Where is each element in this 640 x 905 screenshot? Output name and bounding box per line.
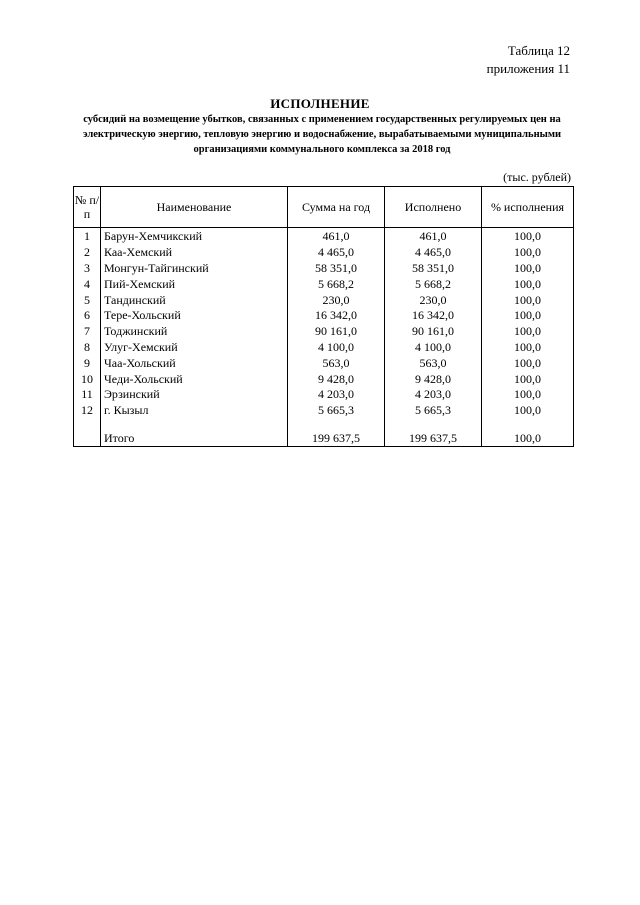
spacer-cell — [482, 419, 574, 429]
table-row — [74, 340, 574, 356]
execution-percent: 100,0 — [482, 403, 574, 419]
table-header-row — [74, 187, 574, 228]
executed-amount: 5 668,2 — [385, 276, 482, 292]
spacer-cell — [385, 419, 482, 429]
annual-sum: 4 100,0 — [288, 340, 385, 356]
column-header-name: Наименование — [101, 187, 288, 228]
spacer-cell — [101, 419, 288, 429]
executed-amount: 461,0 — [385, 228, 482, 245]
execution-percent: 100,0 — [482, 355, 574, 371]
row-number: 8 — [74, 340, 101, 356]
table-row — [74, 371, 574, 387]
district-name: Пий-Хемский — [101, 276, 288, 292]
column-header-number: № п/п — [74, 187, 101, 228]
table-row — [74, 324, 574, 340]
column-header-percent: % исполнения — [482, 187, 574, 228]
execution-percent: 100,0 — [482, 387, 574, 403]
table-row — [74, 387, 574, 403]
table-row — [74, 228, 574, 245]
execution-percent: 100,0 — [482, 228, 574, 245]
appendix-reference: приложения 11 — [486, 61, 570, 76]
district-name: Каа-Хемский — [101, 245, 288, 261]
annual-sum: 5 668,2 — [288, 276, 385, 292]
column-header-executed: Исполнено — [385, 187, 482, 228]
district-name: Монгун-Тайгинский — [101, 261, 288, 277]
district-name: Чеди-Хольский — [101, 371, 288, 387]
executed-amount: 9 428,0 — [385, 371, 482, 387]
row-number: 1 — [74, 228, 101, 245]
district-name: Улуг-Хемский — [101, 340, 288, 356]
row-number: 4 — [74, 276, 101, 292]
spacer-cell — [288, 419, 385, 429]
district-name: Тандинский — [101, 292, 288, 308]
document-title: ИСПОЛНЕНИЕ — [270, 96, 370, 111]
execution-percent: 100,0 — [482, 308, 574, 324]
annual-sum: 563,0 — [288, 355, 385, 371]
annual-sum: 230,0 — [288, 292, 385, 308]
annual-sum: 90 161,0 — [288, 324, 385, 340]
district-name: Тере-Хольский — [101, 308, 288, 324]
total-number-cell — [74, 429, 101, 447]
executed-amount: 16 342,0 — [385, 308, 482, 324]
table-row — [74, 355, 574, 371]
executed-amount: 4 465,0 — [385, 245, 482, 261]
table-total-row — [74, 429, 574, 447]
table-row — [74, 292, 574, 308]
annual-sum: 9 428,0 — [288, 371, 385, 387]
table-spacer-row — [74, 419, 574, 429]
table-row — [74, 308, 574, 324]
column-header-annual-sum: Сумма на год — [288, 187, 385, 228]
execution-percent: 100,0 — [482, 371, 574, 387]
row-number: 6 — [74, 308, 101, 324]
spacer-cell — [74, 419, 101, 429]
executed-amount: 4 100,0 — [385, 340, 482, 356]
execution-percent: 100,0 — [482, 245, 574, 261]
annual-sum: 5 665,3 — [288, 403, 385, 419]
row-number: 5 — [74, 292, 101, 308]
row-number: 3 — [74, 261, 101, 277]
execution-percent: 100,0 — [482, 292, 574, 308]
execution-percent: 100,0 — [482, 324, 574, 340]
subsidy-execution-table — [73, 186, 574, 447]
total-executed-amount: 199 637,5 — [385, 429, 482, 447]
district-name: г. Кызыл — [101, 403, 288, 419]
units-note: (тыс. рублей) — [503, 170, 571, 184]
execution-percent: 100,0 — [482, 261, 574, 277]
executed-amount: 230,0 — [385, 292, 482, 308]
district-name: Барун-Хемчикский — [101, 228, 288, 245]
table-row — [74, 261, 574, 277]
document-subtitle: субсидий на возмещение убытков, связанных с применением государственных регулируемых цен на электрическую энергию, тепловую энергию и водоснабжение, вырабатываемыми муниципальными организациями коммунального комплекса за 2018 год — [82, 114, 562, 155]
annual-sum: 461,0 — [288, 228, 385, 245]
table-row — [74, 276, 574, 292]
row-number: 7 — [74, 324, 101, 340]
annual-sum: 4 203,0 — [288, 387, 385, 403]
execution-percent: 100,0 — [482, 276, 574, 292]
execution-percent: 100,0 — [482, 340, 574, 356]
row-number: 10 — [74, 371, 101, 387]
executed-amount: 58 351,0 — [385, 261, 482, 277]
district-name: Тоджинский — [101, 324, 288, 340]
executed-amount: 5 665,3 — [385, 403, 482, 419]
district-name: Чаа-Хольский — [101, 355, 288, 371]
annual-sum: 16 342,0 — [288, 308, 385, 324]
table-row — [74, 245, 574, 261]
row-number: 11 — [74, 387, 101, 403]
table-row — [74, 403, 574, 419]
row-number: 2 — [74, 245, 101, 261]
executed-amount: 90 161,0 — [385, 324, 482, 340]
executed-amount: 563,0 — [385, 355, 482, 371]
district-name: Эрзинский — [101, 387, 288, 403]
row-number: 9 — [74, 355, 101, 371]
total-execution-percent: 100,0 — [482, 429, 574, 447]
annual-sum: 58 351,0 — [288, 261, 385, 277]
executed-amount: 4 203,0 — [385, 387, 482, 403]
annual-sum: 4 465,0 — [288, 245, 385, 261]
table-reference: Таблица 12 — [507, 43, 570, 58]
total-label: Итого — [101, 429, 288, 447]
total-annual-sum: 199 637,5 — [288, 429, 385, 447]
row-number: 12 — [74, 403, 101, 419]
